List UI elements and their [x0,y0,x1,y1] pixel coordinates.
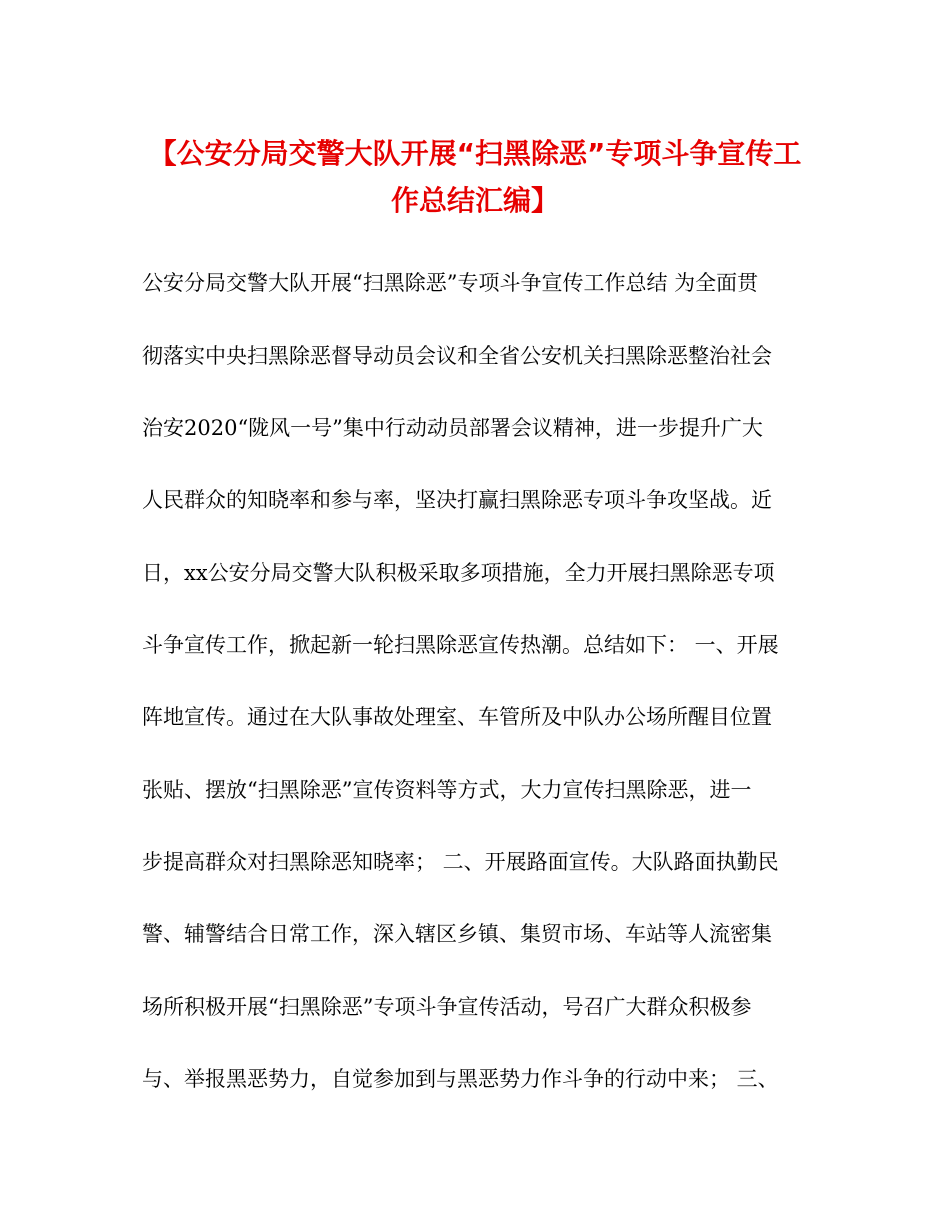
body-line-9: 步提高群众对扫黑除恶知晓率； 二、开展路面宣传。大队路面执勤民 [142,850,779,874]
body-line-3: 治安2020“陇风一号”集中行动动员部署会议精神，进一步提升广大 [142,416,763,440]
body-line-6: 斗争宣传工作，掀起新一轮扫黑除恶宣传热潮。总结如下： 一、开展 [142,633,779,657]
body-line-11: 场所积极开展“扫黑除恶”专项斗争宣传活动，号召广大群众积极参 [142,995,752,1019]
body-line-7: 阵地宣传。通过在大队事故处理室、车管所及中队办公场所醒目位置 [142,705,772,729]
document-title-line-1: 【公安分局交警大队开展“扫黑除恶”专项斗争宣传工 [148,137,802,170]
body-line-8: 张贴、摆放“扫黑除恶”宣传资料等方式，大力宣传扫黑除恶，进一 [142,778,752,802]
body-line-1: 公安分局交警大队开展“扫黑除恶”专项斗争宣传工作总结 为全面贯 [142,271,759,295]
body-line-12: 与、举报黑恶势力，自觉参加到与黑恶势力作斗争的行动中来； 三、 [142,1067,779,1091]
body-line-2: 彻落实中央扫黑除恶督导动员会议和全省公安机关扫黑除恶整治社会 [142,344,772,368]
body-line-4: 人民群众的知晓率和参与率，坚决打赢扫黑除恶专项斗争攻坚战。近 [142,488,772,512]
body-line-5: 日，xx公安分局交警大队积极采取多项措施，全力开展扫黑除恶专项 [142,561,775,585]
body-line-10: 警、辅警结合日常工作，深入辖区乡镇、集贸市场、车站等人流密集 [142,922,772,946]
document-title-line-2: 作总结汇编】 [390,184,559,217]
